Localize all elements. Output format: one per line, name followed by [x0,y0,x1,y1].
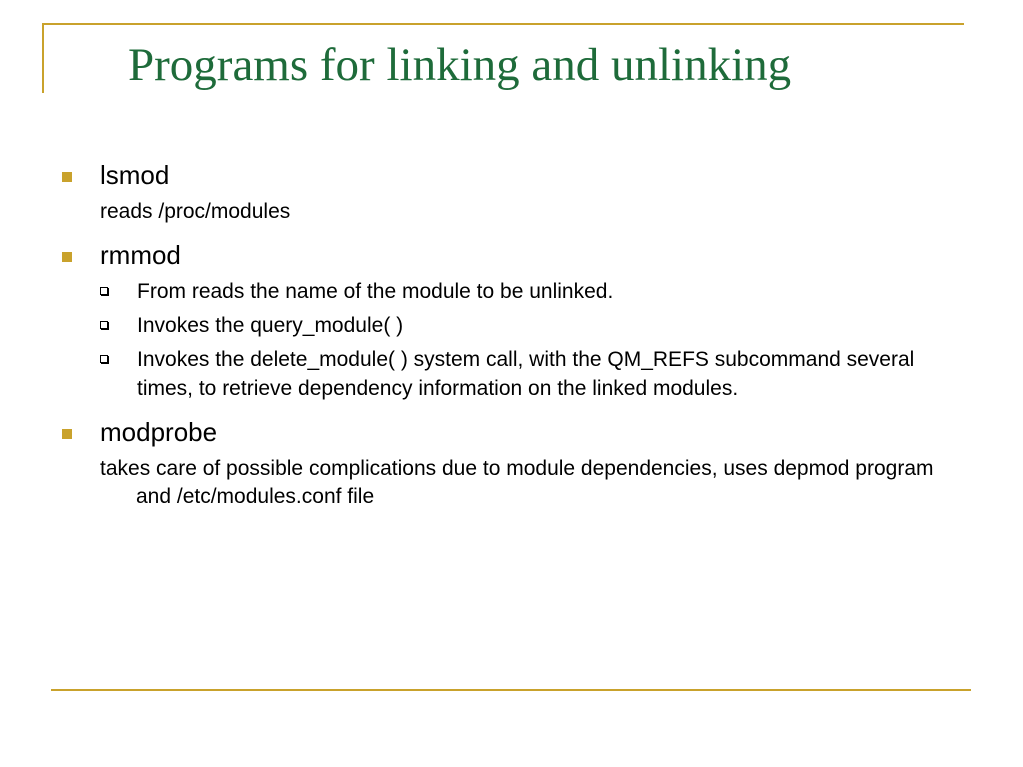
bullet-label: rmmod [100,240,181,270]
sub-bullet-text: Invokes the query_module( ) [137,314,404,337]
square-bullet-icon [62,172,72,182]
bullet-item-modprobe [62,415,962,449]
square-bullet-icon [62,252,72,262]
frame-top-line [42,23,964,25]
hollow-square-bullet-icon [100,355,108,363]
bullet-item-rmmod [62,238,962,272]
hollow-square-bullet-icon [100,287,108,295]
sub-bullet-text: Invokes the delete_module( ) system call, with the QM_REFS subcommand several times, to retrieve dependency information on the linked modules. [137,348,915,400]
modprobe-description: takes care of possible complications due to module dependencies, uses depmod program and /etc/modules.conf file [100,457,934,508]
hollow-square-bullet-icon [100,321,108,329]
sub-bullet-text: From reads the name of the module to be unlinked. [137,280,614,303]
lsmod-description: reads /proc/modules [100,200,291,223]
slide-title: Programs for linking and unlinking [128,39,792,91]
bullet-label: lsmod [100,160,170,190]
bullet-item-lsmod [62,158,962,192]
sub-bullet-item [62,345,962,403]
bullet-label: modprobe [100,417,218,447]
square-bullet-icon [62,429,72,439]
frame-left-line [42,23,44,93]
sub-bullet-item [62,277,962,306]
frame-bottom-line [51,689,971,691]
sub-bullet-item [62,311,962,340]
slide-content [62,158,962,511]
